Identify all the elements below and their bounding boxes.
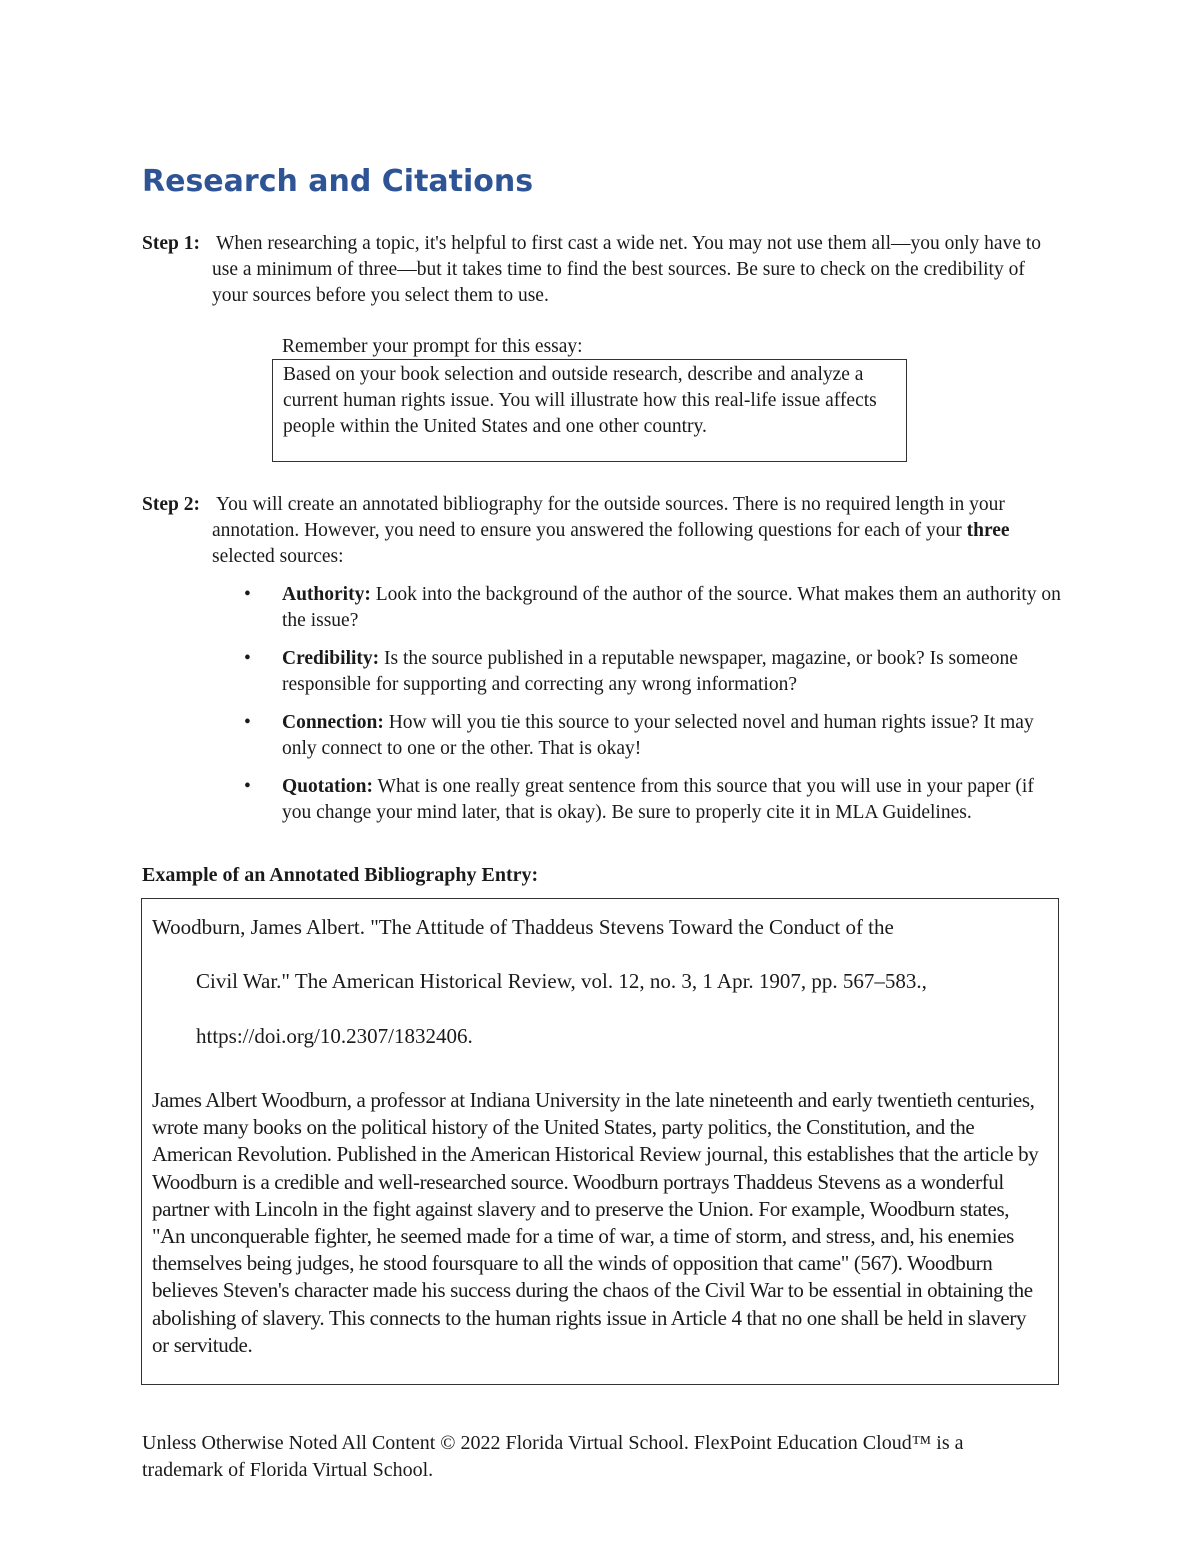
bullet-term: Credibility: — [282, 648, 380, 669]
list-item — [244, 774, 1064, 826]
step-1 — [142, 231, 1062, 309]
bullet-icon: • — [244, 776, 251, 797]
example-entry-box — [141, 898, 1059, 1385]
example-heading: Example of an Annotated Bibliography Entry: — [142, 864, 539, 886]
citation-doi-link[interactable]: https://doi.org/10.2307/1832406. — [196, 1024, 473, 1048]
prompt-label: Remember your prompt for this essay: — [282, 336, 583, 357]
step-1-text: When researching a topic, it's helpful to first cast a wide net. You may not use them all—you only have to use a minimum of three—but it takes time to find the best sources. Be sure to check on the credibility of your sources before you select them to use. — [212, 233, 1042, 306]
bullet-term: Quotation: — [282, 776, 374, 797]
step-2-text-after: selected sources: — [212, 546, 344, 567]
list-item — [244, 710, 1064, 762]
bullet-icon: • — [244, 584, 251, 605]
list-item — [244, 646, 1064, 698]
annotation-paragraph: James Albert Woodburn, a professor at Indiana University in the late nineteenth and early twentieth centuries, wrote many books on the political history of the United States, party politics, the Constitution, and the American Revolution. Published in the American Historical Review journal, this establishes that the article by Woodburn is a credible and well-researched source. Woodburn portrays Thaddeus Stevens as a wonderful partner with Lincoln in the fight against slavery and to preserve the Union. For example, Woodburn states, "An unconquerable fighter, he seemed made for a time of war, a time of storm, and stress, and, his enemies themselves being judges, he stood foursquare to all the winds of opposition that came" (567). Woodburn believes Steven's character made his success during the chaos of the Civil War to be essential in obtaining the abolishing of slavery. This connects to the human rights issue in Article 4 that no one shall be held in slavery or servitude. — [152, 1088, 1039, 1357]
bullet-text: Look into the background of the author of the source. What makes them an authority on the issue? — [282, 584, 1061, 631]
bullet-text: What is one really great sentence from this source that you will use in your paper (if you change your mind later, that is okay). Be sure to properly cite it in MLA Guidelines. — [282, 776, 1034, 823]
step-2-text — [212, 492, 1062, 570]
step-2-text-before: You will create an annotated bibliography for the outside sources. There is no required length in your annotation. However, you need to ensure you answered the following questions for each of your — [212, 494, 1005, 541]
bullet-text: Is the source published in a reputable newspaper, magazine, or book? Is someone responsible for supporting and correcting any wrong information? — [282, 648, 1018, 695]
step-1-label: Step 1: — [142, 233, 200, 254]
prompt-box: Based on your book selection and outside research, describe and analyze a current human rights issue. You will illustrate how this real-life issue affects people within the United States and one other country. — [272, 359, 907, 462]
step-2 — [142, 492, 1062, 570]
bullet-term: Connection: — [282, 712, 384, 733]
bullet-term: Authority: — [282, 584, 371, 605]
step-2-label: Step 2: — [142, 494, 200, 515]
citation-line: Civil War." The American Historical Review, vol. 12, no. 3, 1 Apr. 1907, pp. 567–583., — [196, 969, 927, 993]
source-questions-list — [244, 582, 1064, 838]
bullet-text: How will you tie this source to your selected novel and human rights issue? It may only connect to one or the other. That is okay! — [282, 712, 1034, 759]
page-title: Research and Citations — [142, 164, 534, 199]
step-2-emphasis: three — [966, 520, 1010, 541]
citation-line: Woodburn, James Albert. "The Attitude of Thaddeus Stevens Toward the Conduct of the — [152, 915, 894, 939]
list-item — [244, 582, 1064, 634]
bullet-icon: • — [244, 712, 251, 733]
copyright-footer: Unless Otherwise Noted All Content © 2022 Florida Virtual School. FlexPoint Education Cloud™ is a trademark of Florida Virtual School. — [142, 1432, 964, 1481]
bullet-icon: • — [244, 648, 251, 669]
